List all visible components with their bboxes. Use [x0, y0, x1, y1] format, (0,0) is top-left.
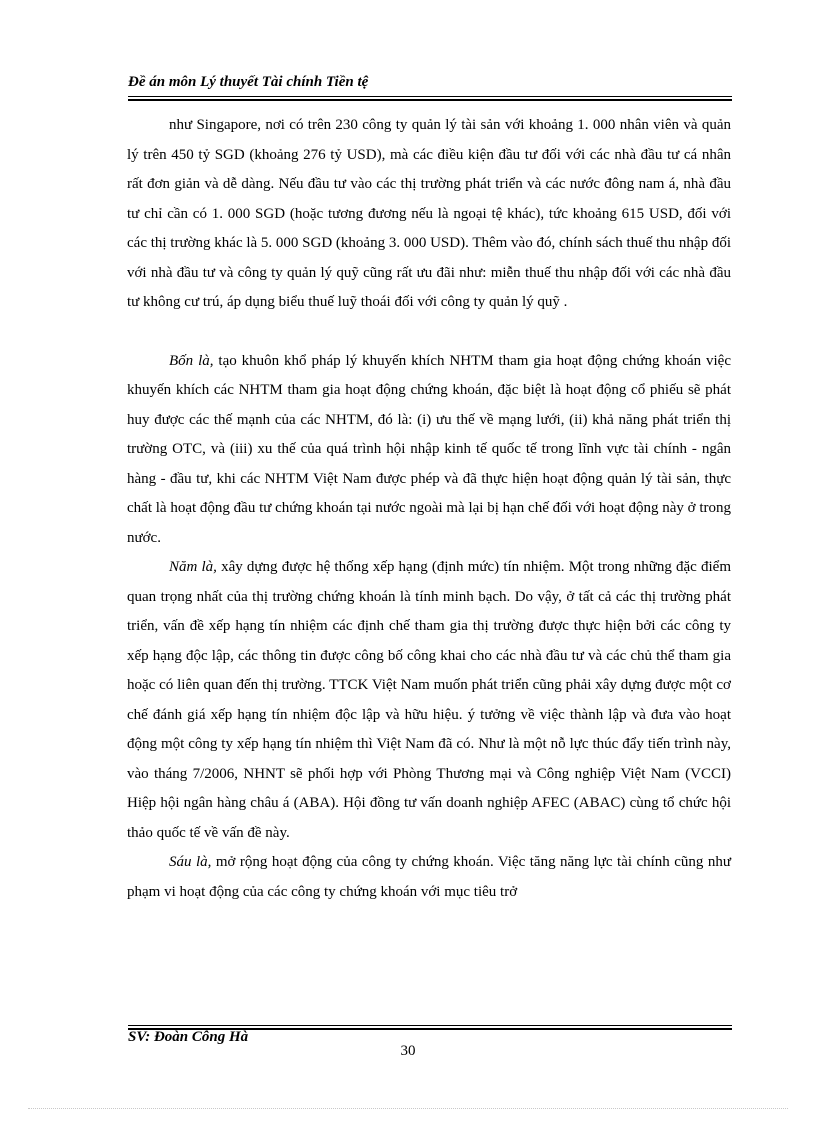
paragraph-nam-la	[127, 553, 731, 848]
footer-author: SV: Đoàn Công Hà	[128, 1029, 249, 1045]
page-border-dotted	[28, 1108, 788, 1109]
paragraph-lead: Bốn là,	[169, 352, 214, 369]
paragraph-continuation	[127, 111, 731, 318]
paragraph-text: mở rộng hoạt động của công ty chứng khoán. Việc tăng năng lực tài chính cũng như phạm vi hoạt động của các công ty chứng khoán với mục tiêu trở	[127, 854, 731, 900]
page-header-title: Đề án môn Lý thuyết Tài chính Tiền tệ	[128, 74, 369, 90]
header-rule	[128, 96, 732, 101]
paragraph-gap	[127, 318, 731, 347]
page-number: 30	[400, 1043, 416, 1059]
paragraph-bon-la	[127, 347, 731, 554]
paragraph-text: như Singapore, nơi có trên 230 công ty quản lý tài sản với khoảng 1. 000 nhân viên và quản lý trên 450 tỷ SGD (khoảng 276 tỷ USD), mà các điều kiện đầu tư đối với các nhà đầu tư cá nhân rất đơn giản và dễ dàng. Nếu đầu tư vào các thị trường phát triển và các nước đông nam á, nhà đầu tư chỉ cần có 1. 000 SGD (hoặc tương đương nếu là ngoại tệ khác), tức khoảng 615 USD, đối với các thị trường khác là 5. 000 SGD (khoảng 3. 000 USD). Thêm vào đó, chính sách thuế thu nhập đối với nhà đầu tư và công ty quản lý quỹ cũng rất ưu đãi như: miễn thuế thu nhập đối với các nhà đầu tư không cư trú, áp dụng biểu thuế luỹ thoái đối với công ty quản lý quỹ .	[127, 117, 732, 310]
paragraph-lead: Năm là,	[169, 559, 217, 575]
paragraph-text: xây dựng được hệ thống xếp hạng (định mức) tín nhiệm. Một trong những đặc điểm quan trọng nhất của thị trường chứng khoán là tính minh bạch. Do vậy, ở tất cả các thị trường phát triển, vấn đề xếp hạng tín nhiệm các định chế tham gia thị trường được thực hiện bởi các công ty xếp hạng độc lập, các thông tin được công bố công khai cho các nhà đầu tư và các chủ thể tham gia hoặc có liên quan đến thị trường. TTCK Việt Nam muốn phát triển cũng phải xây dựng được một cơ chế đánh giá xếp hạng tín nhiệm độc lập và hữu hiệu. ý tưởng về việc thành lập và đưa vào hoạt động một công ty xếp hạng tín nhiệm thì Việt Nam đã có. Như là một nỗ lực thúc đẩy tiến trình này, vào tháng 7/2006, NHNT sẽ phối hợp với Phòng Thương mại và Công nghiệp Việt Nam (VCCI) Hiệp hội ngân hàng châu á (ABA). Hội đồng tư vấn doanh nghiệp AFEC (ABAC) cùng tổ chức hội thảo quốc tế về vấn đề này.	[127, 559, 731, 841]
paragraph-sau-la	[127, 848, 731, 907]
document-body	[127, 111, 731, 907]
paragraph-text: tạo khuôn khổ pháp lý khuyến khích NHTM tham gia hoạt động chứng khoán việc khuyến khích các NHTM tham gia hoạt động chứng khoán, đặc biệt là hoạt động cổ phiếu sẽ phát huy được các thế mạnh của các NHTM, đó là: (i) ưu thế về mạng lưới, (ii) khả năng phát triển thị trường OTC, và (iii) xu thế của quá trình hội nhập kinh tế quốc tế trong lĩnh vực tài chính - ngân hàng - đầu tư, khi các NHTM Việt Nam được phép và đã thực hiện hoạt động quản lý tài sản, thực chất là hoạt động đầu tư chứng khoán tại nước ngoài mà lại bị hạn chế đối với hoạt động này ở trong nước.	[127, 352, 731, 546]
paragraph-lead: Sáu là,	[169, 854, 212, 870]
